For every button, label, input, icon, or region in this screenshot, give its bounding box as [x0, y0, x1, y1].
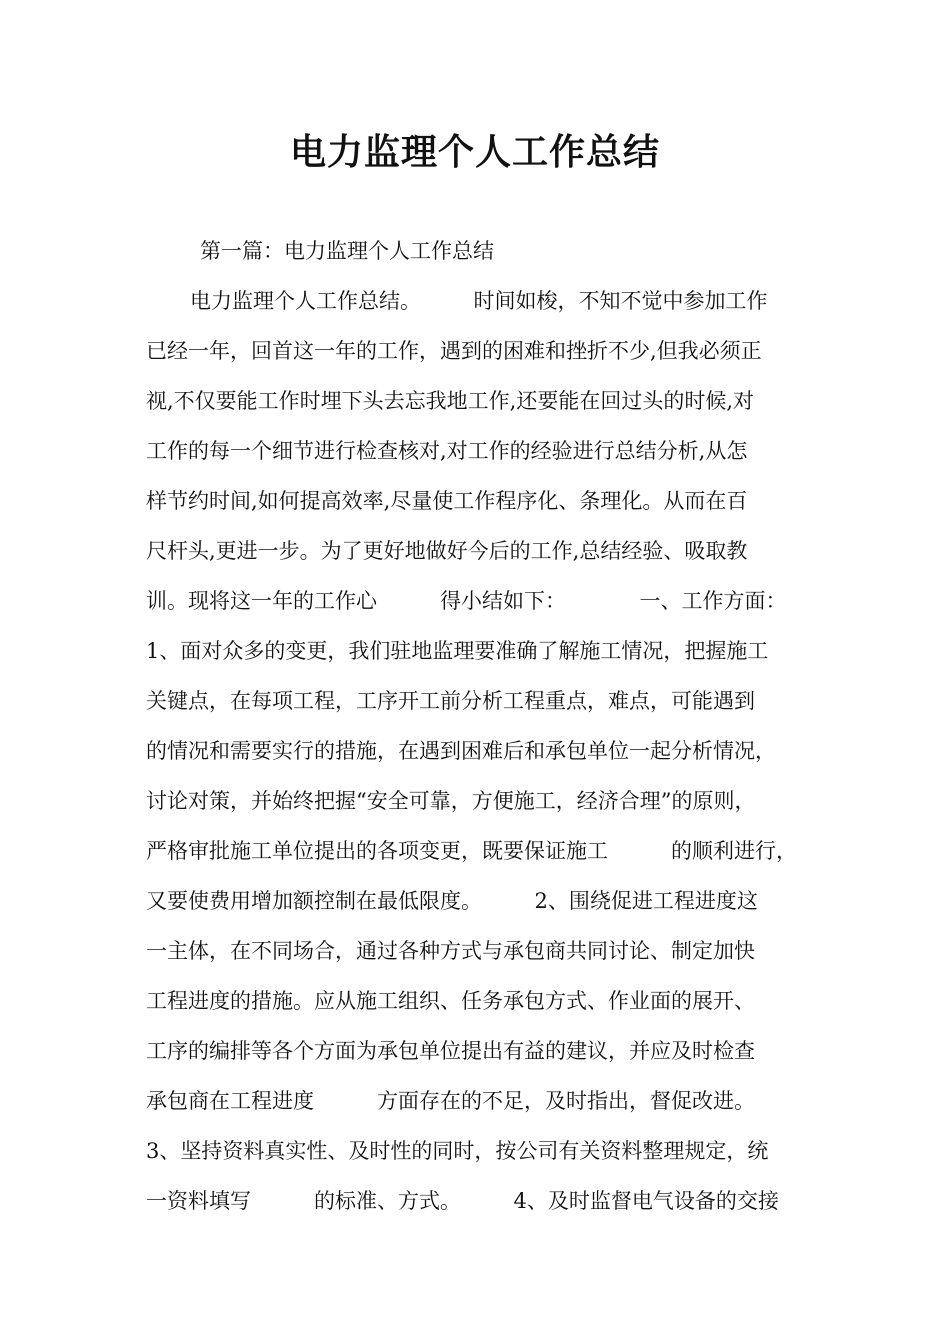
document-title: 电力监理个人工作总结 — [289, 132, 660, 173]
body-line-10: 的情况和需要实行的措施，在遇到困难后和承包单位一起分析情况， — [146, 739, 776, 763]
body-line-1: 电力监理个人工作总结。 时间如梭，不知不觉中参加工作 — [190, 289, 768, 313]
body-line-9: 关键点，在每项工程，工序开工前分析工程重点，难点，可能遇到 — [146, 689, 755, 713]
body-line-16: 工序的编排等各个方面为承包单位提出有益的建议，并应及时检查 — [146, 1039, 755, 1063]
body-line-11: 讨论对策，并始终把握“安全可靠，方便施工，经济合理”的原则， — [146, 789, 756, 813]
body-line-7: 训。现将这一年的工作心 得小结如下： 一、工作方面： — [146, 589, 787, 613]
body-line-2: 已经一年，回首这一年的工作，遇到的困难和挫折不少,但我必须正 — [146, 339, 762, 363]
body-line-18: 3、坚持资料真实性、及时性的同时，按公司有关资料整理规定，统 — [146, 1139, 769, 1163]
body-line-17: 承包商在工程进度 方面存在的不足，及时指出，督促改进。 — [146, 1089, 755, 1113]
body-line-14: 一主体，在不同场合，通过各种方式与承包商共同讨论、制定加快 — [146, 939, 755, 963]
body-line-12: 严格审批施工单位提出的各项变更，既要保证施工 的顺利进行， — [146, 839, 797, 863]
section-heading: 第一篇：电力监理个人工作总结 — [200, 239, 494, 263]
body-line-19: 一资料填写 的标准、方式。 4、及时监督电气设备的交接 — [146, 1189, 779, 1213]
body-line-5: 样节约时间,如何提高效率,尽量使工作程序化、条理化。从而在百 — [146, 489, 748, 513]
body-line-15: 工程进度的措施。应从施工组织、任务承包方式、作业面的展开、 — [146, 989, 755, 1013]
body-line-6: 尺杆头,更进一步。为了更好地做好今后的工作,总结经验、吸取教 — [146, 539, 748, 563]
body-line-13: 又要使费用增加额控制在最低限度。 2、围绕促进工程进度这 — [146, 889, 758, 913]
body-line-4: 工作的每一个细节进行检查核对,对工作的经验进行总结分析,从怎 — [146, 439, 748, 463]
body-line-3: 视,不仅要能工作时埋下头去忘我地工作,还要能在回过头的时候,对 — [146, 389, 755, 413]
body-line-8: 1、面对众多的变更，我们驻地监理要准确了解施工情况，把握施工 — [146, 639, 769, 663]
